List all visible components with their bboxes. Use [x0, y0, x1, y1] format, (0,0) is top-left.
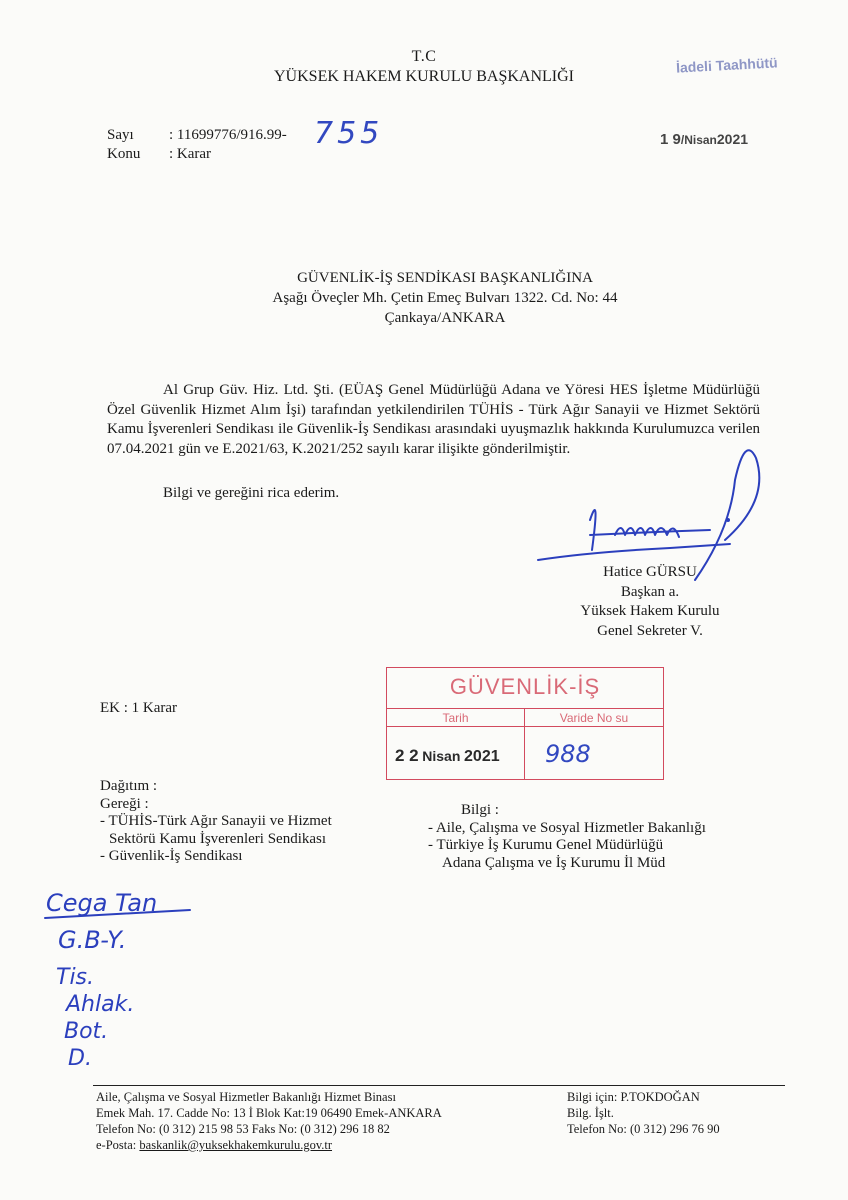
footer-divider [93, 1085, 785, 1086]
gereği-item: - TÜHİS-Türk Ağır Sanayii ve Hizmet [100, 813, 332, 829]
signatory-title3: Genel Sekreter V. [597, 622, 703, 639]
footer-contact-person: Bilgi için: P.TOKDOĞAN [567, 1090, 700, 1104]
recipient-block [200, 268, 690, 328]
registered-mail-stamp: İadeli Taahhütü [675, 54, 778, 76]
letterhead-institution: YÜKSEK HAKEM KURULU BAŞKANLIĞI [274, 68, 574, 85]
handwritten-note: Tis. [56, 965, 95, 990]
recipient-name: GÜVENLİK-İŞ SENDİKASI BAŞKANLIĞINA [297, 270, 593, 286]
recipient-address-line2: Çankaya/ANKARA [384, 310, 506, 326]
sayi-value: : 11699776/916.99- [169, 127, 287, 143]
letterhead-tc: T.C [411, 48, 437, 65]
receipt-year: 2021 [464, 748, 500, 765]
handwritten-note: Ahlak. [66, 992, 135, 1017]
receipt-stamp-org: GÜVENLİK-İŞ [449, 674, 601, 699]
reference-block [107, 126, 287, 164]
gereği-title: Gereği : [100, 795, 149, 812]
attachment-line: EK : 1 Karar [100, 700, 178, 716]
document-date [660, 131, 748, 148]
footer-building: Aile, Çalışma ve Sosyal Hizmetler Bakanlığı Hizmet Binası [96, 1090, 396, 1104]
handwritten-note: D. [68, 1046, 92, 1071]
konu-value: : Karar [169, 146, 212, 162]
date-month: /Nisan [680, 133, 717, 147]
footer-phone-fax: Telefon No: (0 312) 215 98 53 Faks No: (0 312) 296 18 82 [96, 1122, 390, 1136]
receipt-stamp-date [395, 746, 500, 766]
bilgi-item: Adana Çalışma ve İş Kurumu İl Müd [442, 854, 666, 871]
handwriting-underline-icon [40, 880, 200, 930]
closing-sentence: Bilgi ve gereğini rica ederim. [163, 485, 340, 501]
distribution-left [100, 778, 332, 866]
receipt-stamp-number-header: Varide No su [559, 711, 629, 725]
footer-address: Emek Mah. 17. Cadde No: 13 İ Blok Kat:19 06490 Emek-ANKARA [96, 1106, 442, 1120]
bilgi-item: - Aile, Çalışma ve Sosyal Hizmetler Bakanlığı [428, 819, 706, 836]
signature-block [560, 563, 740, 641]
distribution-title: Dağıtım : [100, 778, 158, 794]
body-paragraph: Al Grup Güv. Hiz. Ltd. Şti. (EÜAŞ Genel Müdürlüğü Adana ve Yöresi HES İşletme Müdürlüğü Özel Güvenlik Hizmet Alım İşi) tarafından yetkilendirilen TÜHİS - Türk Ağır Sanayii ve Hizmet Sektörü Kamu İşverenleri Sendikası ile Güvenlik-İş Sendikası arasındaki uyuşmazlık hakkında Kurulumuzca verilen 07.04.2021 gün ve E.2021/63, K.2021/252 sayılı karar ilişikte gönderilmiştir. [107, 382, 760, 457]
handwritten-note: Cega Tan [46, 889, 158, 917]
date-day: 1 9 [660, 131, 681, 148]
sayi-label: Sayı [107, 127, 134, 143]
handwritten-note: Bot. [64, 1019, 109, 1044]
bilgi-item: - Türkiye İş Kurumu Genel Müdürlüğü [428, 837, 664, 853]
signatory-title1: Başkan a. [620, 583, 680, 600]
gereği-item: Sektörü Kamu İşverenleri Sendikası [109, 830, 327, 847]
footer-contact-phone: Telefon No: (0 312) 296 76 90 [567, 1122, 720, 1136]
date-year: 2021 [716, 131, 749, 147]
footer-left [96, 1089, 442, 1153]
footer-right [567, 1089, 720, 1137]
footer-email-link[interactable]: baskanlik@yuksekhakemkurulu.gov.tr [139, 1138, 333, 1152]
receipt-number: 988 [545, 740, 591, 768]
sayi-handwritten-number: 755 [314, 116, 384, 151]
signatory-title2: Yüksek Hakem Kurulu [580, 603, 720, 619]
receipt-month: Nisan [422, 748, 461, 764]
receipt-stamp [386, 667, 664, 780]
footer-contact-role: Bilg. İşlt. [567, 1106, 614, 1120]
konu-label: Konu [107, 146, 141, 162]
footer-email-line [96, 1137, 442, 1153]
receipt-stamp-date-header: Tarih [442, 711, 469, 725]
bilgi-title: Bilgi : [461, 802, 499, 818]
signatory-name: Hatice GÜRSU [603, 564, 697, 580]
handwritten-note: G.B-Y. [58, 926, 127, 954]
footer-email-label: e-Posta: [96, 1138, 140, 1152]
distribution-right [428, 802, 706, 872]
recipient-address-line1: Aşağı Öveçler Mh. Çetin Emeç Bulvarı 1322. Cd. No: 44 [272, 290, 618, 306]
receipt-day: 2 2 [395, 746, 419, 765]
gereği-item: - Güvenlik-İş Sendikası [100, 848, 243, 864]
